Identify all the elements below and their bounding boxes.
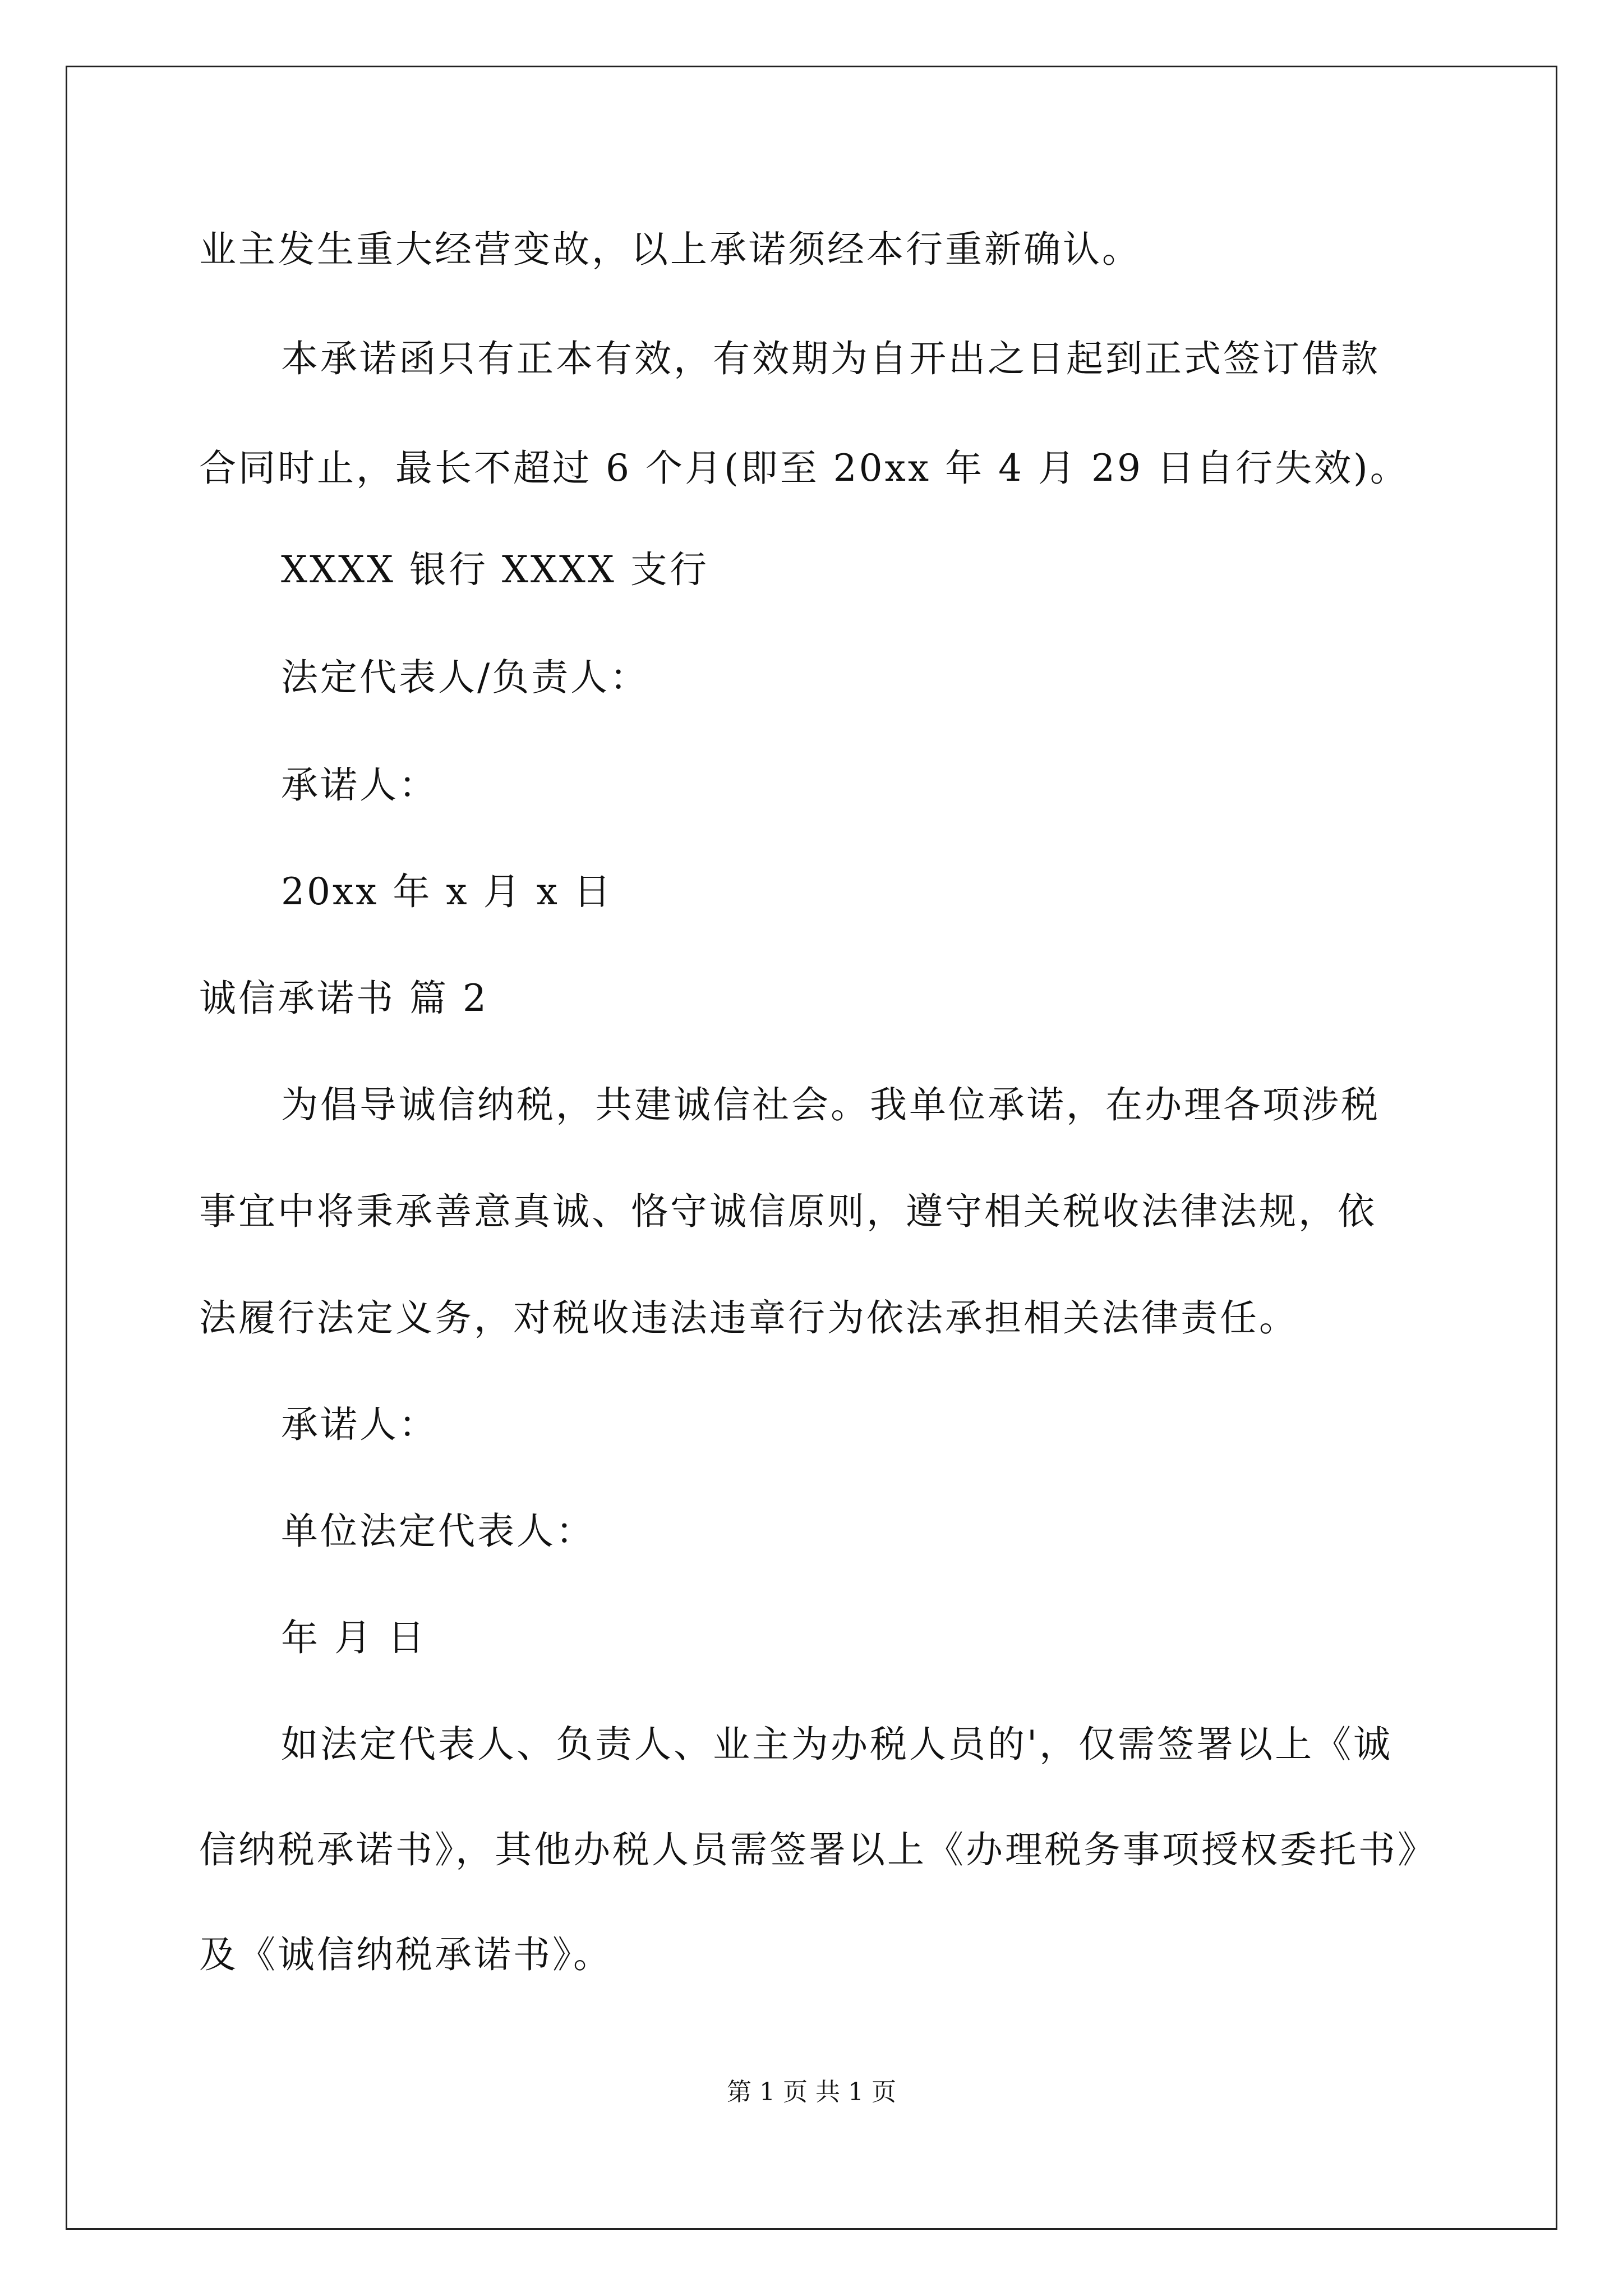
paragraph-line: 事宜中将秉承善意真诚、恪守诚信原则，遵守相关税收法律法规，依 xyxy=(199,1190,1377,1233)
paragraph-line: 法履行法定义务，对税收违法违章行为依法承担相关法律责任。 xyxy=(199,1296,1298,1340)
paragraph-line: 业主发生重大经营变故，以上承诺须经本行重新确认。 xyxy=(199,228,1141,271)
page-number-footer: 第 1 页 共 1 页 xyxy=(727,2078,896,2106)
unit-legal-representative-line: 单位法定代表人： xyxy=(281,1510,595,1553)
date-line: 20xx 年 x 月 x 日 xyxy=(281,870,613,913)
section-heading: 诚信承诺书 篇 2 xyxy=(199,977,488,1020)
paragraph-line: 合同时止，最长不超过 6 个月(即至 20xx 年 4 月 29 日自行失效)。 xyxy=(199,447,1409,490)
legal-representative-line: 法定代表人/负责人： xyxy=(281,656,649,699)
paragraph-line: 本承诺函只有正本有效，有效期为自开出之日起到正式签订借款 xyxy=(281,337,1380,380)
bank-name-line: XXXX 银行 XXXX 支行 xyxy=(281,548,709,591)
page-border xyxy=(66,66,1557,2230)
paragraph-line: 信纳税承诺书》，其他办税人员需签署以上《办理税务事项授权委托书》 xyxy=(199,1828,1437,1871)
promisor-line: 承诺人： xyxy=(281,1403,438,1446)
promisor-line: 承诺人： xyxy=(281,763,438,807)
paragraph-line: 如法定代表人、负责人、业主为办税人员的'，仅需签署以上《诚 xyxy=(281,1723,1393,1766)
date-line: 年 月 日 xyxy=(281,1616,427,1659)
paragraph-line: 及《诚信纳税承诺书》。 xyxy=(199,1933,612,1976)
paragraph-line: 为倡导诚信纳税，共建诚信社会。我单位承诺，在办理各项涉税 xyxy=(281,1083,1380,1126)
